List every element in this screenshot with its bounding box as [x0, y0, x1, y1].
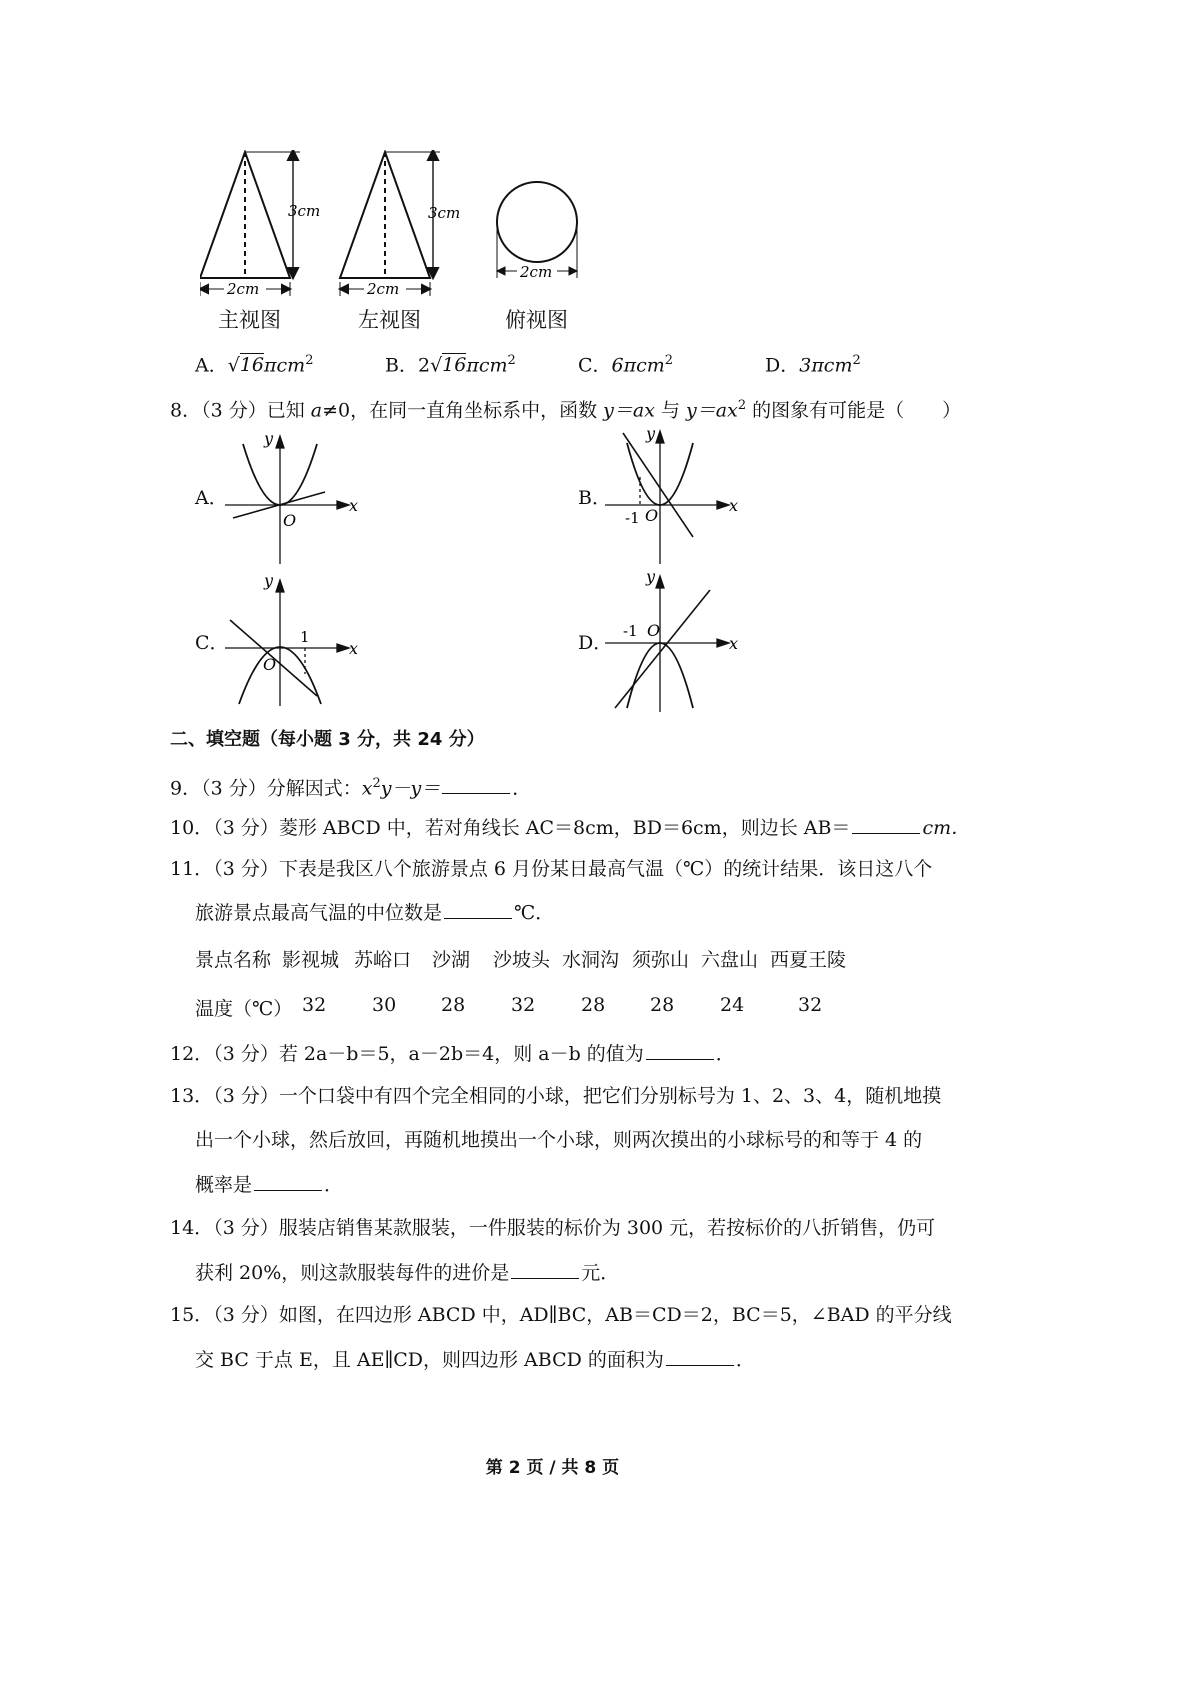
svg-text:x: x	[729, 634, 739, 653]
q14-line-1: 14．（3 分）服装店销售某款服装，一件服装的标价为 300 元，若按标价的八折销售，仍可	[170, 1217, 936, 1239]
q9: 9．（3 分）分解因式：$x^2y-y=$ ．	[170, 776, 532, 800]
front-view	[200, 150, 300, 296]
table-temp-cell: 30	[372, 994, 397, 1016]
front-width-label: 2cm	[227, 280, 260, 298]
q8-option-a-label: A．	[195, 487, 228, 509]
table-name-cell: 水洞沟	[562, 949, 620, 971]
svg-text:x: x	[349, 496, 359, 515]
top-width-label: 2cm	[520, 263, 553, 281]
table-name-cell: 六盘山	[701, 949, 759, 971]
q11-line-1: 11．（3 分）下表是我区八个旅游景点 6 月份某日最高气温（℃）的统计结果．该日这八个	[170, 858, 933, 880]
q15-line-1: 15．（3 分）如图，在四边形 ABCD 中，AD∥BC，AB＝CD＝2，BC＝5，∠BAD 的平分线	[170, 1304, 952, 1326]
q15-answer-blank[interactable]	[666, 1347, 734, 1366]
q8-graph-a	[225, 430, 365, 565]
left-view-caption: 左视图	[358, 308, 421, 332]
q8-option-d-label: D．	[578, 632, 613, 654]
svg-text:y: y	[646, 425, 656, 443]
svg-text:O: O	[647, 621, 661, 640]
svg-text:-1: -1	[625, 509, 640, 527]
q14-line-2: 获利 20%，则这款服装每件的进价是 元．	[195, 1262, 620, 1284]
left-width-label: 2cm	[367, 280, 400, 298]
table-header-label: 景点名称	[195, 949, 272, 971]
q13-line-1: 13．（3 分）一个口袋中有四个完全相同的小球，把它们分别标号为 1、2、3、4，随机地摸	[170, 1085, 942, 1107]
table-name-cell: 苏峪口	[354, 949, 412, 971]
q11-line-2: 旅游景点最高气温的中位数是 ℃．	[195, 902, 555, 924]
q8-graph-d	[605, 568, 745, 713]
svg-text:y: y	[646, 568, 656, 586]
table-temp-cell: 32	[511, 994, 536, 1016]
top-view-caption: 俯视图	[505, 308, 568, 332]
svg-text:y: y	[264, 430, 274, 448]
page-footer: 第 2 页 / 共 8 页	[485, 1458, 620, 1478]
q13-answer-blank[interactable]	[254, 1172, 322, 1191]
q7-option-a: A．√16πcm$^2$	[195, 353, 314, 377]
section-2-heading: 二、填空题（每小题 3 分，共 24 分）	[170, 729, 485, 750]
svg-text:x: x	[349, 639, 359, 658]
table-temp-label: 温度（℃）	[195, 998, 293, 1020]
q13-line-3: 概率是 ．	[195, 1174, 344, 1196]
svg-text:x: x	[729, 496, 739, 515]
q11-answer-blank[interactable]	[444, 900, 512, 919]
q7-option-b: B．2√16πcm$^2$	[385, 353, 516, 377]
q8-graph-b	[605, 425, 745, 565]
table-temp-cell: 24	[720, 994, 745, 1016]
q10: 10．（3 分）菱形 ABCD 中，若对角线长 AC＝8cm，BD＝6cm，则边长 AB＝ cm．	[170, 817, 971, 839]
svg-text:y: y	[264, 572, 274, 590]
q7-option-c: C．6πcm$^2$	[578, 353, 674, 377]
table-temp-cell: 28	[581, 994, 606, 1016]
table-name-cell: 沙坡头	[493, 949, 551, 971]
q8-option-b-label: B．	[578, 487, 611, 509]
left-height-label: 3cm	[428, 204, 461, 222]
table-name-cell: 影视城	[282, 949, 340, 971]
q8-stem: 8．（3 分）已知 a≠0，在同一直角坐标系中，函数 y＝ax 与 $y=ax^2$ 的图象有可能是（ ）	[170, 398, 962, 422]
front-view-caption: 主视图	[218, 308, 281, 332]
q8-graph-c	[225, 572, 365, 707]
q14-answer-blank[interactable]	[511, 1260, 579, 1279]
table-name-cell: 西夏王陵	[770, 949, 847, 971]
svg-text:O: O	[263, 655, 277, 674]
q15-line-2: 交 BC 于点 E，且 AE∥CD，则四边形 ABCD 的面积为 ．	[195, 1349, 755, 1371]
q7-option-d: D．3πcm$^2$	[765, 353, 861, 377]
q10-answer-blank[interactable]	[852, 815, 920, 834]
q12-answer-blank[interactable]	[646, 1041, 714, 1060]
svg-text:O: O	[645, 506, 659, 525]
three-views-figure	[200, 150, 640, 300]
table-temp-cell: 28	[650, 994, 675, 1016]
q13-line-2: 出一个小球，然后放回，再随机地摸出一个小球，则两次摸出的小球标号的和等于 4 的	[195, 1129, 923, 1151]
svg-text:-1: -1	[623, 622, 638, 640]
svg-text:O: O	[283, 511, 297, 530]
left-view	[340, 150, 440, 296]
svg-text:1: 1	[300, 628, 310, 646]
q8-option-c-label: C．	[195, 632, 229, 654]
table-temp-cell: 32	[302, 994, 327, 1016]
table-temp-cell: 32	[798, 994, 823, 1016]
q9-answer-blank[interactable]	[442, 775, 510, 794]
table-name-cell: 沙湖	[432, 949, 471, 971]
sqrt-sign: √	[227, 354, 240, 377]
table-name-cell: 须弥山	[632, 949, 690, 971]
q12: 12．（3 分）若 2a－b＝5，a－2b＝4，则 a－b 的值为 ．	[170, 1043, 735, 1065]
table-temp-cell: 28	[441, 994, 466, 1016]
front-height-label: 3cm	[288, 202, 321, 220]
sqrt-sign: √	[430, 354, 443, 377]
